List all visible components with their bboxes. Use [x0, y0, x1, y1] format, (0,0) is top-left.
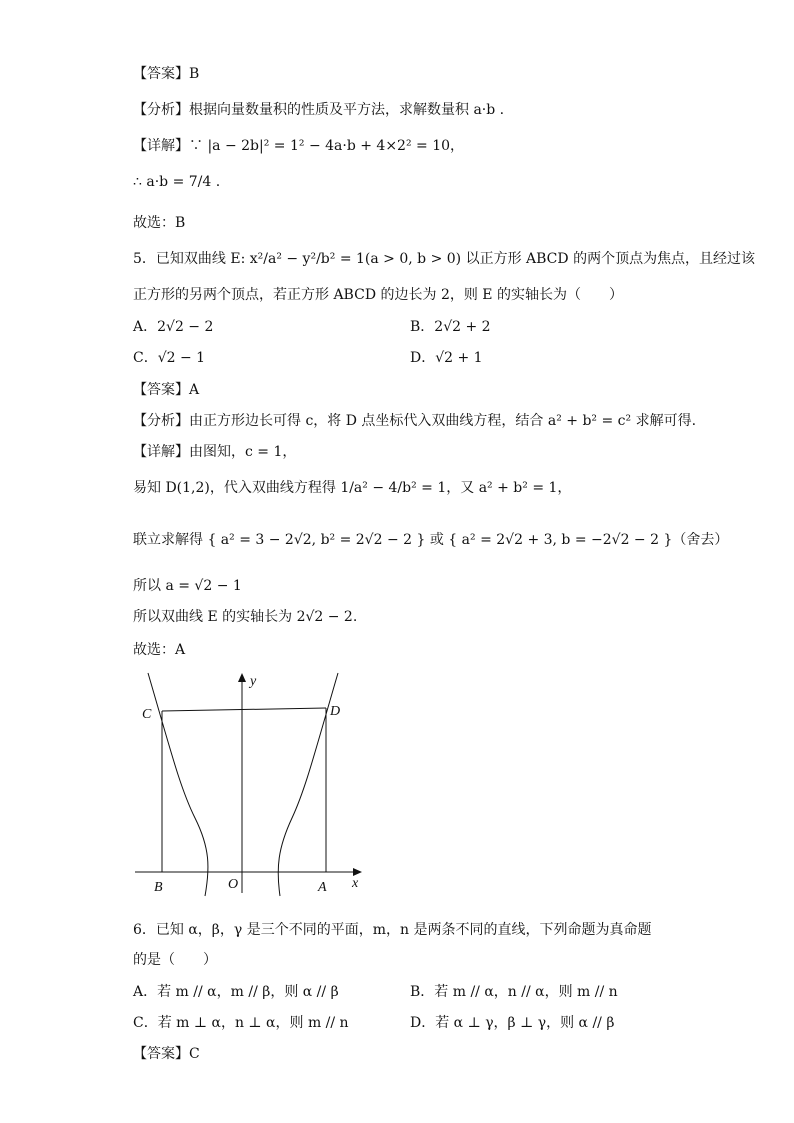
- q4-analysis: 【分析】根据向量数量积的性质及平方法，求解数量积 a·b .: [133, 102, 505, 118]
- label-a: A: [318, 880, 327, 895]
- label-o: O: [228, 877, 239, 892]
- label-b: B: [154, 880, 163, 895]
- q5-option-a: A．2√2 − 2: [133, 319, 214, 335]
- q6-answer: 【答案】C: [133, 1046, 200, 1062]
- q4-answer: 【答案】B: [133, 66, 200, 82]
- label-c: C: [142, 707, 152, 722]
- q5-analysis: 【分析】由正方形边长可得 c，将 D 点坐标代入双曲线方程，结合 a² + b² = c² 求解可得.: [133, 413, 697, 429]
- q5-detail-4: 所以 a = √2 − 1: [133, 578, 242, 594]
- q5-detail-5: 所以双曲线 E 的实轴长为 2√2 − 2.: [133, 609, 358, 625]
- q5-detail-2: 易知 D(1,2)，代入双曲线方程得 1/a² − 4/b² = 1，又 a² + b² = 1，: [133, 480, 572, 496]
- label-x: x: [352, 876, 359, 891]
- q5-option-b: B．2√2 + 2: [410, 319, 491, 335]
- label-d: D: [330, 704, 341, 719]
- q5-option-d: D．√2 + 1: [410, 350, 483, 366]
- q6-option-b: B．若 m // α，n // α，则 m // n: [410, 984, 618, 1000]
- q4-result: ∴ a·b = 7/4 .: [133, 174, 221, 190]
- q5-option-c: C．√2 − 1: [133, 350, 206, 366]
- q6-stem-line2: 的是（ ）: [133, 952, 217, 968]
- q6-stem-line1: 6．已知 α，β，γ 是三个不同的平面，m，n 是两条不同的直线，下列命题为真命题: [133, 922, 652, 938]
- q6-option-c: C．若 m ⊥ α，n ⊥ α，则 m // n: [133, 1015, 349, 1031]
- q4-detail: 【详解】∵ |a − 2b|² = 1² − 4a·b + 4×2² = 10，: [133, 138, 465, 154]
- q6-option-d: D．若 α ⊥ γ，β ⊥ γ，则 α // β: [410, 1015, 615, 1031]
- q5-answer: 【答案】A: [133, 382, 200, 398]
- q5-choose: 故选：A: [133, 642, 186, 658]
- q5-stem-line1: 5．已知双曲线 E: x²/a² − y²/b² = 1(a > 0, b > 0) 以正方形 ABCD 的两个顶点为焦点，且经过该: [133, 251, 756, 267]
- hyperbola-figure: [130, 668, 370, 898]
- q5-detail-1: 【详解】由图知，c = 1，: [133, 444, 297, 460]
- q4-choose: 故选：B: [133, 215, 186, 231]
- label-y: y: [250, 674, 257, 689]
- q5-detail-3: 联立求解得 { a² = 3 − 2√2, b² = 2√2 − 2 } 或 { a² = 2√2 + 3, b = −2√2 − 2 }（舍去）: [133, 532, 729, 548]
- q5-stem-line2: 正方形的另两个顶点，若正方形 ABCD 的边长为 2，则 E 的实轴长为（ ）: [133, 287, 623, 303]
- q6-option-a: A．若 m // α，m // β，则 α // β: [133, 984, 339, 1000]
